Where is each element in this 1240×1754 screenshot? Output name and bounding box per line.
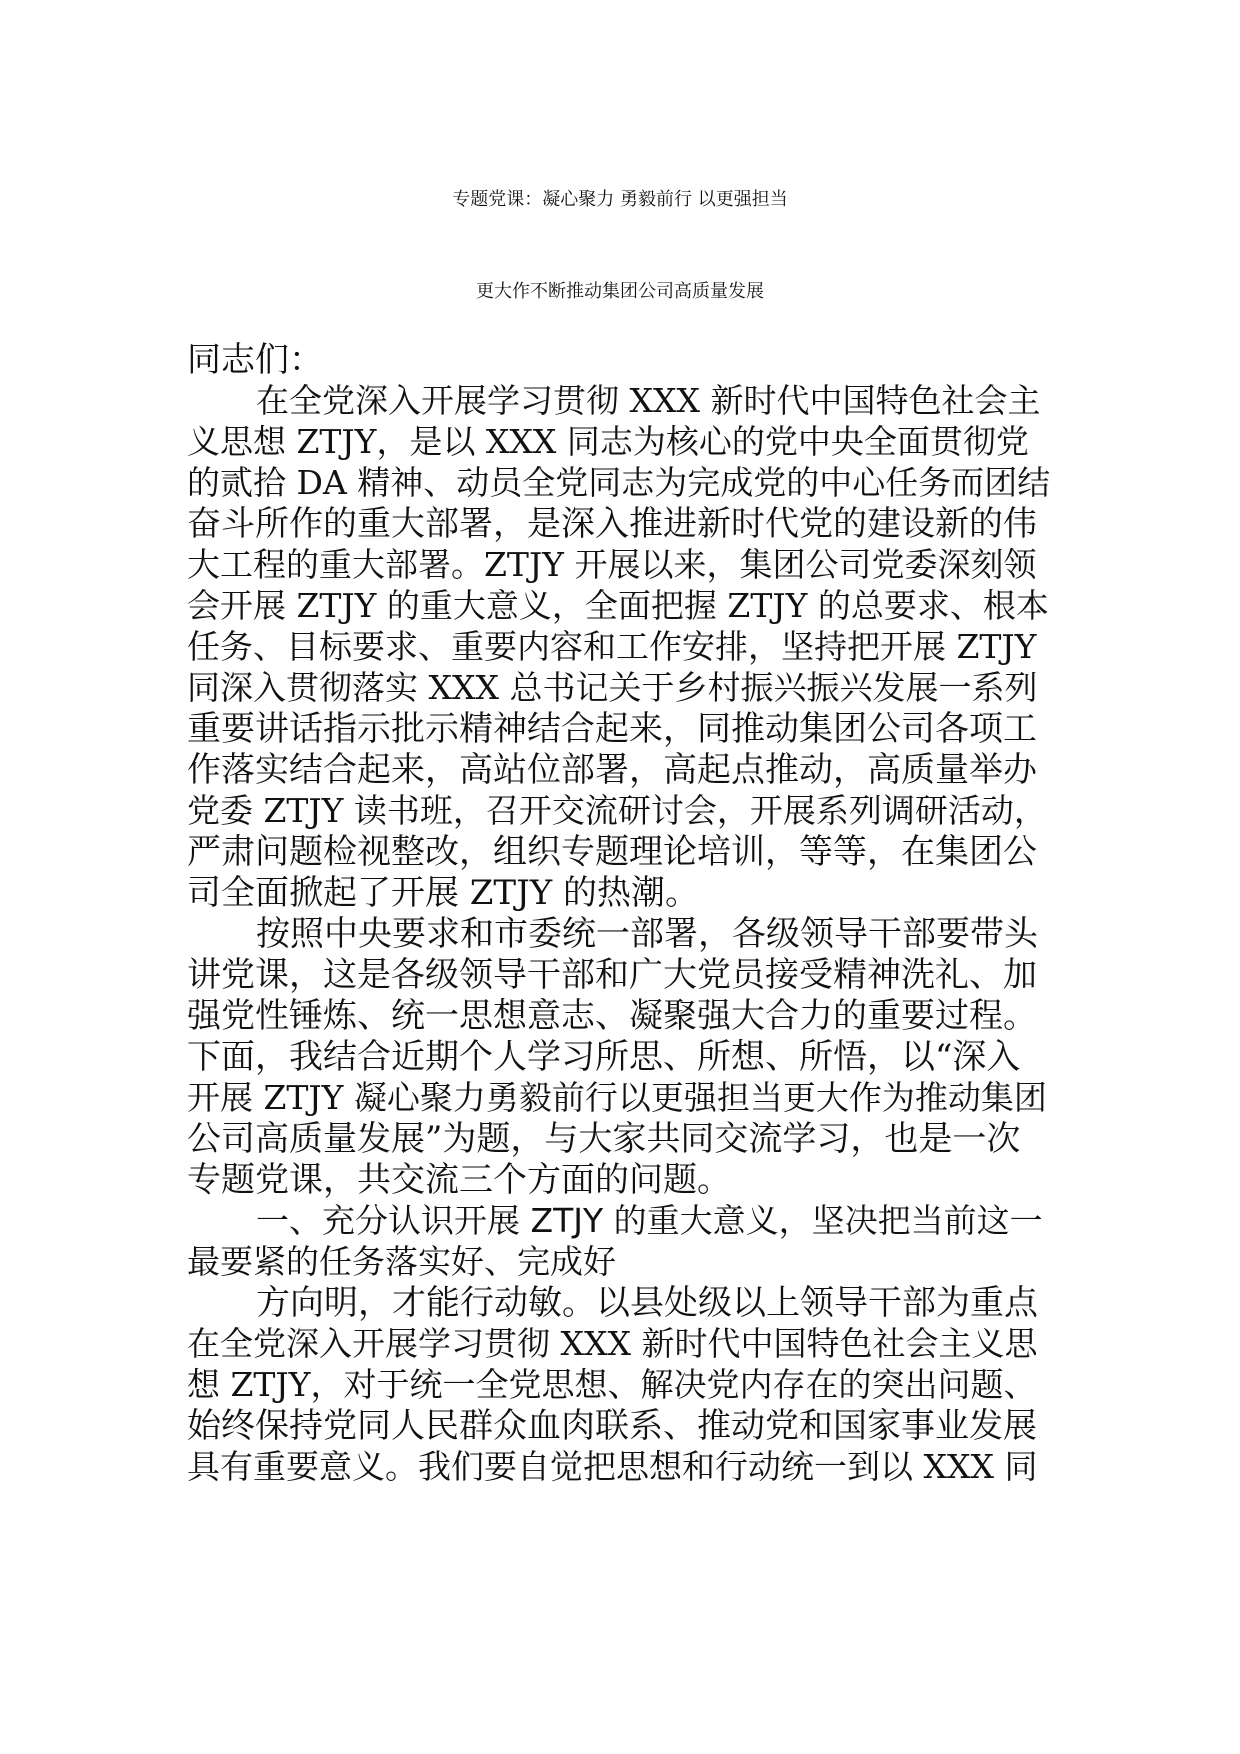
body-line: 奋斗所作的重大部署，是深入推进新时代党的建设新的伟: [187, 504, 1037, 544]
body-line: 始终保持党同人民群众血肉联系、推动党和国家事业发展: [187, 1406, 1037, 1446]
body-line: 作落实结合起来，高站位部署，高起点推动，高质量举办: [187, 750, 1037, 790]
body-line: 下面，我结合近期个人学习所思、所想、所悟，以“深入: [187, 1037, 1021, 1077]
body-line: 党委 ZTJY 读书班，召开交流研讨会，开展系列调研活动，: [187, 791, 1047, 830]
body-line: 方向明，才能行动敏。以县处级以上领导干部为重点: [256, 1283, 1038, 1323]
body-line: 想 ZTJY，对于统一全党思想、解决党内存在的突出问题、: [187, 1365, 1037, 1404]
body-line: 专题党课，共交流三个方面的问题。: [187, 1160, 731, 1200]
body-line: 的贰拾 DA 精神、动员全党同志为完成党的中心任务而团结: [187, 463, 1051, 502]
body-line: 强党性锤炼、统一思想意志、凝聚强大合力的重要过程。: [187, 996, 1037, 1036]
document-title-line-1: 专题党课：凝心聚力 勇毅前行 以更强担当: [452, 189, 788, 210]
body-line: 重要讲话指示批示精神结合起来，同推动集团公司各项工: [187, 709, 1037, 749]
section-heading: 最要紧的任务落实好、完成好: [187, 1242, 616, 1281]
body-line: 按照中央要求和市委统一部署，各级领导干部要带头: [256, 914, 1038, 954]
body-line: 具有重要意义。我们要自觉把思想和行动统一到以 XXX 同: [187, 1447, 1038, 1486]
body-line: 司全面掀起了开展 ZTJY 的热潮。: [187, 873, 699, 913]
document-title-line-2: 更大作不断推动集团公司高质量发展: [476, 281, 764, 302]
body-line: 讲党课，这是各级领导干部和广大党员接受精神洗礼、加: [187, 955, 1037, 995]
body-line: 任务、目标要求、重要内容和工作安排，坚持把开展 ZTJY: [187, 627, 1037, 666]
section-heading: 一、充分认识开展 ZTJY 的重大意义，坚决把当前这一: [256, 1201, 1043, 1240]
body-line: 严肃问题检视整改，组织专题理论培训，等等，在集团公: [187, 832, 1037, 872]
body-line: 在全党深入开展学习贯彻 XXX 新时代中国特色社会主义思: [187, 1324, 1038, 1363]
body-line: 同深入贯彻落实 XXX 总书记关于乡村振兴振兴发展一系列: [187, 668, 1038, 707]
body-line: 公司高质量发展”为题，与大家共同交流学习，也是一次: [187, 1119, 1021, 1159]
body-line: 开展 ZTJY 凝心聚力勇毅前行以更强担当更大作为推动集团: [187, 1078, 1047, 1117]
body-line: 会开展 ZTJY 的重大意义，全面把握 ZTJY 的总要求、根本: [187, 586, 1049, 625]
body-line: 义思想 ZTJY，是以 XXX 同志为核心的党中央全面贯彻党: [187, 422, 1029, 461]
body-line: 在全党深入开展学习贯彻 XXX 新时代中国特色社会主: [256, 381, 1041, 420]
body-line: 大工程的重大部署。ZTJY 开展以来，集团公司党委深刻领: [187, 545, 1037, 584]
salutation: 同志们：: [187, 340, 323, 380]
